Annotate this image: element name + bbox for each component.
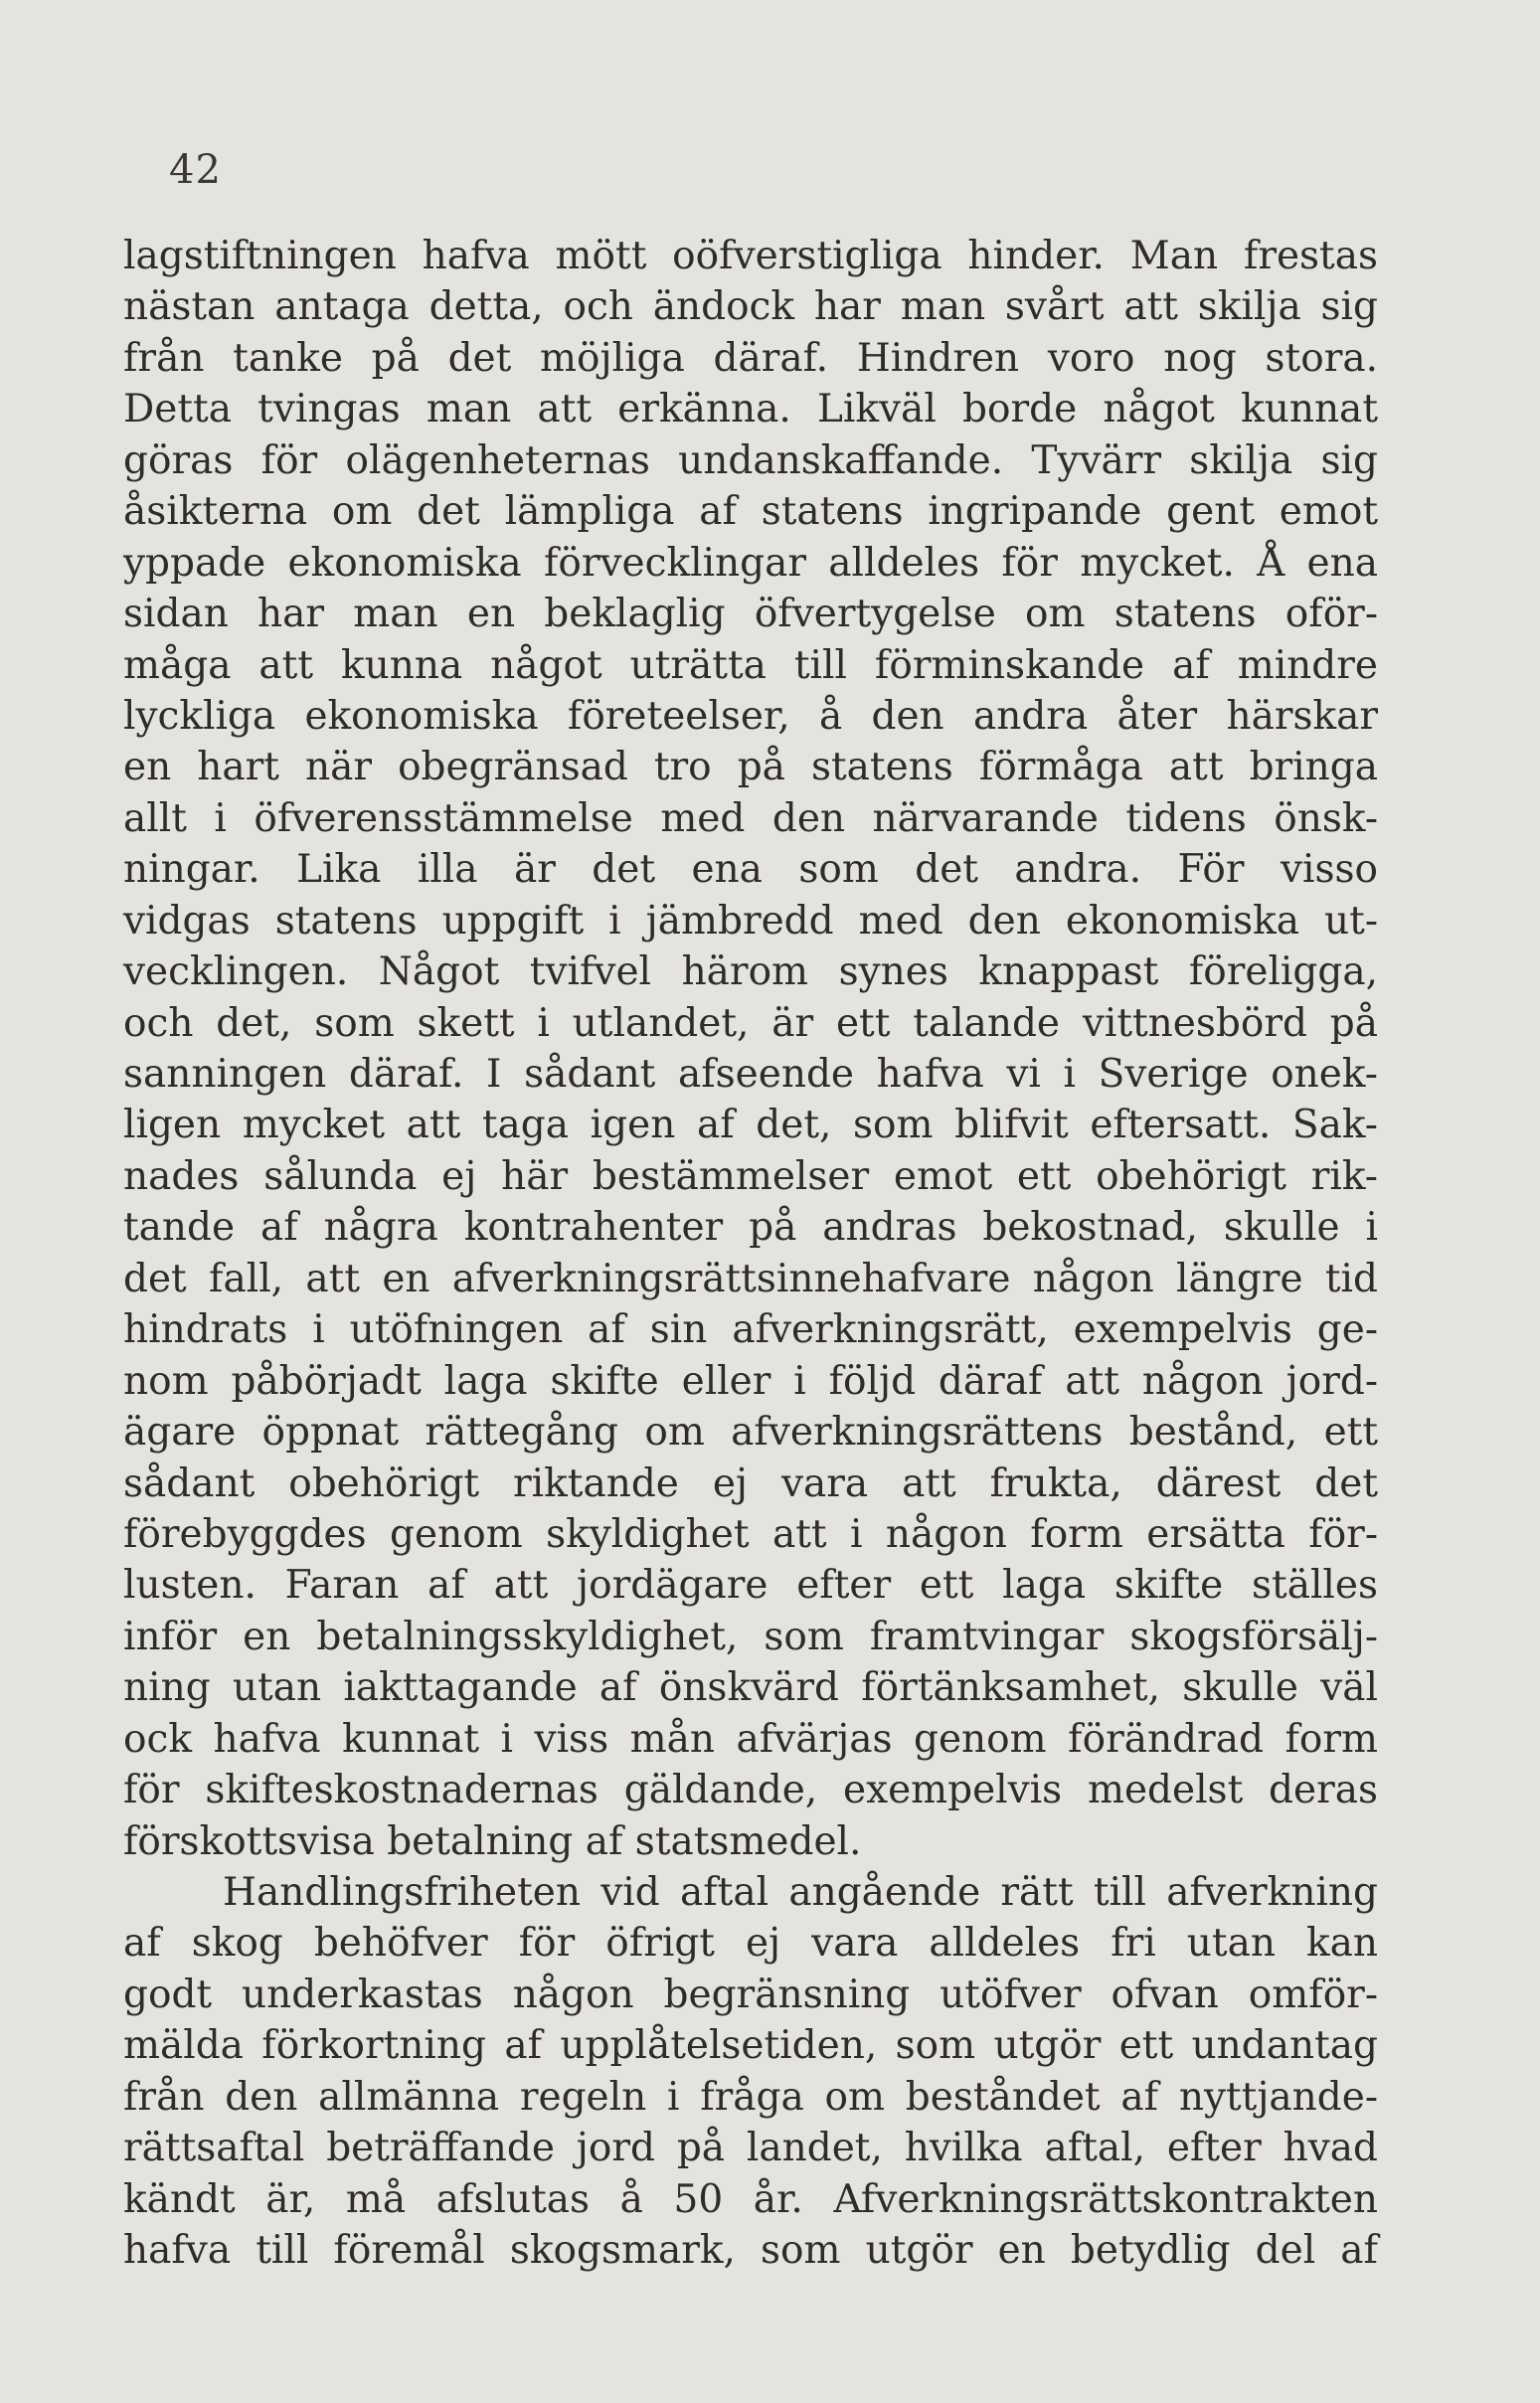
page-number: 42 xyxy=(169,147,222,193)
text-line: hafva till föremål skogsmark, som utgör en betydlig del af xyxy=(123,2228,1378,2274)
text-line: nom påbörjadt laga skifte eller i följd däraf att någon jord- xyxy=(123,1358,1378,1404)
text-line: för skifteskostnadernas gäldande, exempelvis medelst deras xyxy=(123,1768,1378,1813)
text-line: inför en betalningsskyldighet, som framtvingar skogsförsälj- xyxy=(123,1614,1378,1659)
text-line: vecklingen. Något tvifvel härom synes knappast föreligga, xyxy=(123,949,1378,995)
text-line: ägare öppnat rättegång om afverkningsrättens bestånd, ett xyxy=(123,1410,1378,1456)
text-line: ning utan iakttagande af önskvärd förtänksamhet, skulle väl xyxy=(123,1665,1378,1711)
text-line: göras för olägenheternas undanskaffande. Tyvärr skilja sig xyxy=(123,437,1378,483)
text-line: lusten. Faran af att jordägare efter ett laga skifte ställes xyxy=(123,1563,1378,1609)
text-line: nades sålunda ej här bestämmelser emot ett obehörigt rik- xyxy=(123,1153,1378,1199)
text-line: och det, som skett i utlandet, är ett talande vittnesbörd på xyxy=(123,1000,1378,1046)
text-line: från tanke på det möjliga däraf. Hindren voro nog stora. xyxy=(123,335,1378,381)
text-line: Detta tvingas man att erkänna. Likväl borde något kunnat xyxy=(123,387,1378,432)
text-line: lyckliga ekonomiska företeelser, å den andra åter härskar xyxy=(123,693,1378,739)
text-line: förskottsvisa betalning af statsmedel. xyxy=(123,1818,862,1864)
body-text xyxy=(123,231,1378,2277)
text-line: sanningen däraf. I sådant afseende hafva vi i Sverige onek- xyxy=(123,1052,1378,1097)
text-line: allt i öfverensstämmelse med den närvarande tidens önsk- xyxy=(123,795,1378,841)
text-line: sådant obehörigt riktande ej vara att frukta, därest det xyxy=(123,1460,1378,1506)
text-line: hindrats i utöfningen af sin afverkningsrätt, exempelvis ge- xyxy=(123,1307,1378,1353)
text-line: mälda förkortning af upplåtelsetiden, som utgör ett undantag xyxy=(123,2023,1378,2069)
text-line: af skog behöfver för öfrigt ej vara alldeles fri utan kan xyxy=(123,1921,1378,1967)
text-line: ock hafva kunnat i viss mån afvärjas genom förändrad form xyxy=(123,1716,1378,1762)
text-line: åsikterna om det lämpliga af statens ingripande gent emot xyxy=(123,489,1378,535)
text-line: från den allmänna regeln i fråga om beståndet af nyttjande- xyxy=(123,2074,1378,2120)
text-line: godt underkastas någon begränsning utöfver ofvan omför- xyxy=(123,1972,1378,2017)
text-line: sidan har man en beklaglig öfvertygelse om statens oför- xyxy=(123,592,1378,637)
text-line: kändt är, må afslutas å 50 år. Afverkningsrättskontrakten xyxy=(123,2176,1378,2222)
text-line: ligen mycket att taga igen af det, som blifvit eftersatt. Sak- xyxy=(123,1103,1378,1148)
text-line: yppade ekonomiska förvecklingar alldeles för mycket. Å ena xyxy=(123,540,1378,586)
text-line: måga att kunna något uträtta till förminskande af mindre xyxy=(123,642,1378,688)
text-line: lagstiftningen hafva mött oöfverstigliga hinder. Man frestas xyxy=(123,234,1378,278)
text-line: det fall, att en afverkningsrättsinnehafvare någon längre tid xyxy=(123,1256,1378,1301)
text-line: ningar. Lika illa är det ena som det andra. För visso xyxy=(123,847,1378,893)
text-line: nästan antaga detta, och ändock har man svårt att skilja sig xyxy=(123,284,1378,330)
text-line: förebyggdes genom skyldighet att i någon form ersätta för- xyxy=(123,1511,1378,1557)
text-line: en hart när obegränsad tro på statens förmåga att bringa xyxy=(123,745,1378,790)
text-line: Handlingsfriheten vid aftal angående rätt till afverkning xyxy=(223,1870,1378,1915)
text-line: tande af några kontrahenter på andras bekostnad, skulle i xyxy=(123,1205,1378,1251)
text-line: vidgas statens uppgift i jämbredd med den ekonomiska ut- xyxy=(123,898,1378,944)
text-line: rättsaftal beträffande jord på landet, hvilka aftal, efter hvad xyxy=(123,2126,1378,2171)
